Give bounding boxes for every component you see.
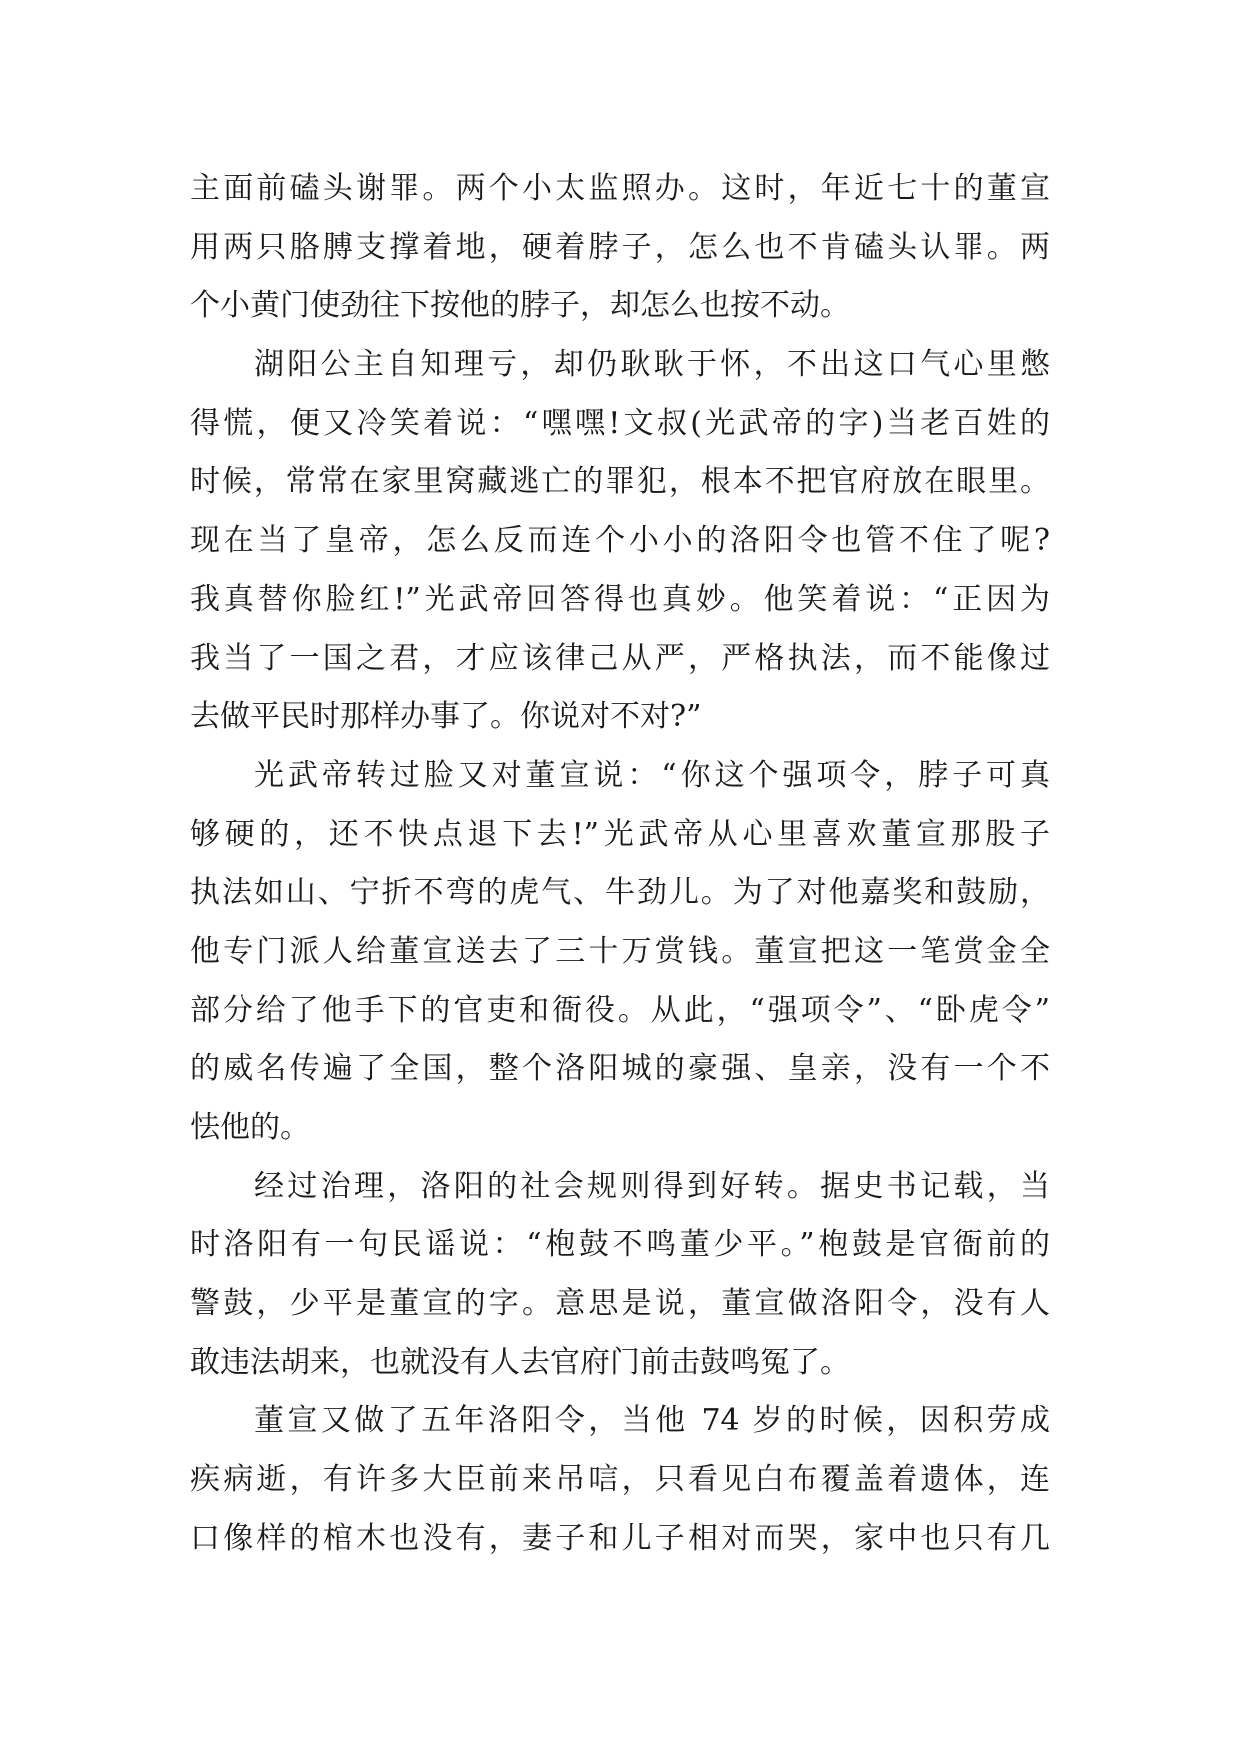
text-line: 个小黄门使劲往下按他的脖子，却怎么也按不动。 xyxy=(190,288,850,324)
text-line: 我真替你脸红!”光武帝回答得也真妙。他笑着说：“正因为 xyxy=(190,581,1050,617)
text-line: 现在当了皇帝，怎么反而连个小小的洛阳令也管不住了呢? xyxy=(190,523,1050,559)
text-line: 他专门派人给董宣送去了三十万赏钱。董宣把这一笔赏金全 xyxy=(190,933,1050,969)
text-line: 时候，常常在家里窝藏逃亡的罪犯，根本不把官府放在眼里。 xyxy=(190,464,1050,500)
paragraph-first-line: 湖阳公主自知理亏，却仍耿耿于怀，不出这口气心里憋 xyxy=(254,347,1050,383)
text-line: 部分给了他手下的官吏和衙役。从此，“强项令”、“卧虎令” xyxy=(190,992,1050,1028)
text-line: 警鼓，少平是董宣的字。意思是说，董宣做洛阳令，没有人 xyxy=(190,1286,1050,1322)
text-line: 去做平民时那样办事了。你说对不对?” xyxy=(190,699,702,735)
text-line: 疾病逝，有许多大臣前来吊唁，只看见白布覆盖着遗体，连 xyxy=(190,1462,1050,1498)
text-line: 用两只胳膊支撑着地，硬着脖子，怎么也不肯磕头认罪。两 xyxy=(190,229,1050,265)
text-line: 时洛阳有一句民谣说：“枹鼓不鸣董少平。”枹鼓是官衙前的 xyxy=(190,1227,1050,1263)
text-line: 敢违法胡来，也就没有人去官府门前击鼓鸣冤了。 xyxy=(190,1344,850,1380)
paragraph-first-line: 光武帝转过脸又对董宣说：“你这个强项令，脖子可真 xyxy=(254,757,1050,793)
text-line: 够硬的，还不快点退下去!”光武帝从心里喜欢董宣那股子 xyxy=(190,816,1050,852)
text-line: 我当了一国之君，才应该律己从严，严格执法，而不能像过 xyxy=(190,640,1050,676)
text-line: 口像样的棺木也没有，妻子和儿子相对而哭，家中也只有几 xyxy=(190,1520,1050,1556)
text-line: 主面前磕头谢罪。两个小太监照办。这时，年近七十的董宣 xyxy=(190,171,1050,206)
text-line: 得慌，便又冷笑着说：“嘿嘿!文叔(光武帝的字)当老百姓的 xyxy=(190,405,1050,441)
text-line: 执法如山、宁折不弯的虎气、牛劲儿。为了对他嘉奖和鼓励， xyxy=(190,875,1050,911)
paragraph-first-line: 董宣又做了五年洛阳令，当他 74 岁的时候，因积劳成 xyxy=(254,1403,1050,1439)
document-body xyxy=(190,160,1050,1569)
text-line: 的威名传遍了全国，整个洛阳城的豪强、皇亲，没有一个不 xyxy=(190,1051,1050,1087)
text-line: 怯他的。 xyxy=(190,1110,310,1145)
paragraph-first-line: 经过治理，洛阳的社会规则得到好转。据史书记载，当 xyxy=(254,1168,1050,1204)
